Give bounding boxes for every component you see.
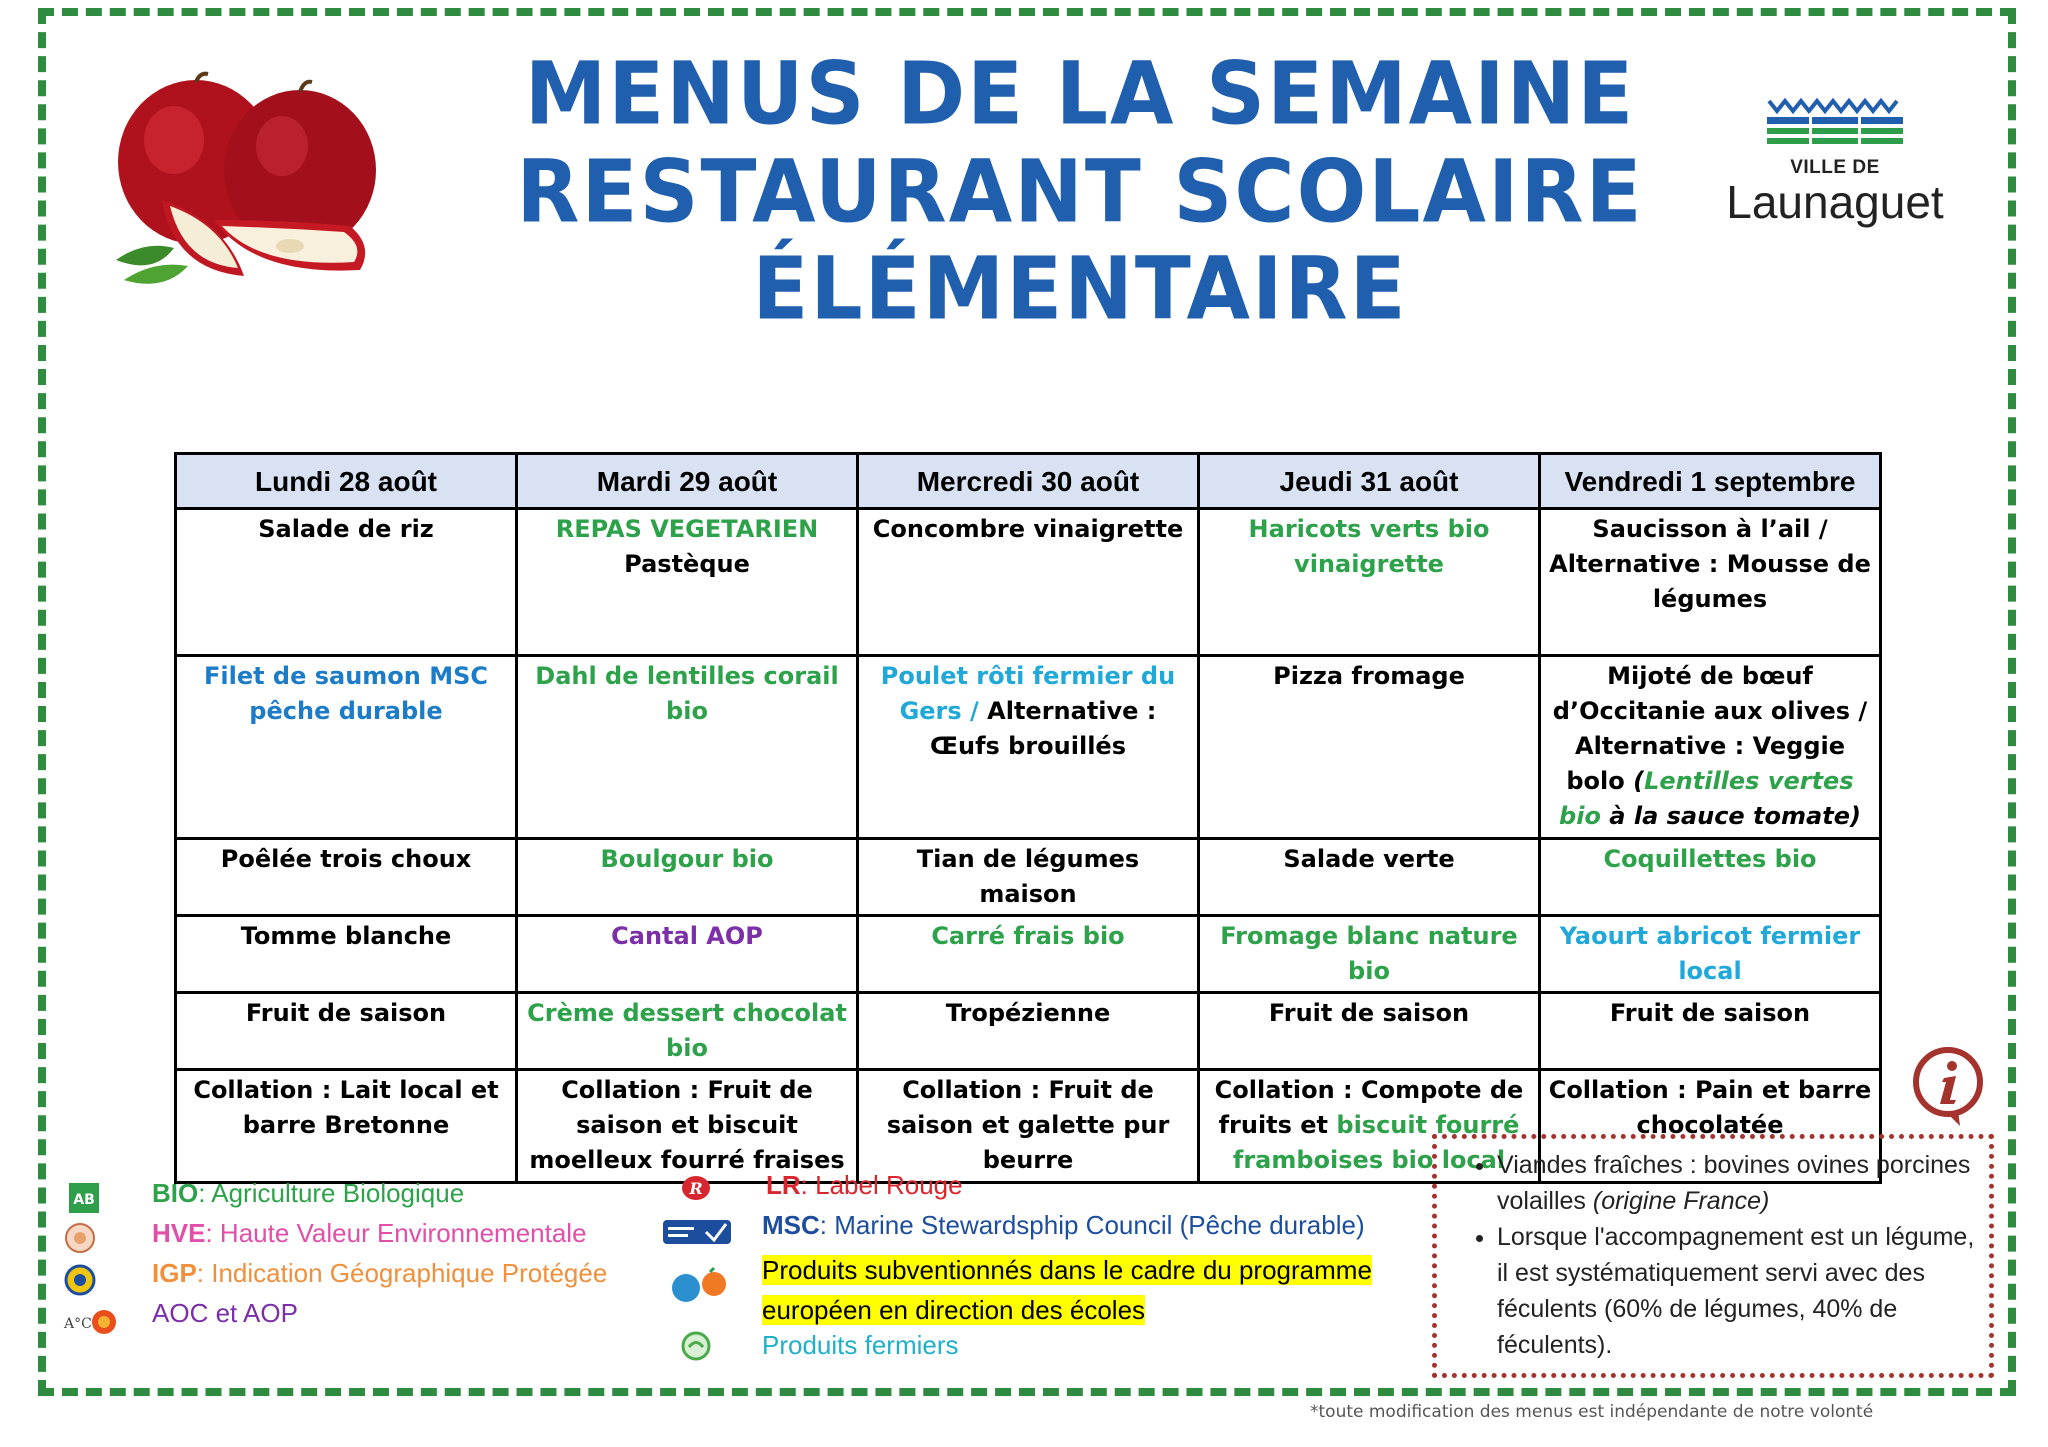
plat-thu: Pizza fromage xyxy=(1199,656,1540,839)
svg-text:AB: AB xyxy=(73,1192,95,1208)
laitage-tue: Cantal AOP xyxy=(517,916,858,993)
day-header-tue: Mardi 29 août xyxy=(517,454,858,509)
laitage-fri: Yaourt abricot fermier local xyxy=(1540,916,1881,993)
igp-icon xyxy=(64,1264,96,1296)
laitage-row xyxy=(176,916,1881,993)
day-header-thu: Jeudi 31 août xyxy=(1199,454,1540,509)
apples-image xyxy=(104,70,394,300)
svg-text:R: R xyxy=(689,1179,703,1198)
menu-table xyxy=(174,452,1882,1184)
vegetarian-label: REPAS VEGETARIEN xyxy=(555,515,819,543)
collation-mon: Collation : Lait local et barre Bretonne xyxy=(176,1070,517,1183)
entree-tue: REPAS VEGETARIEN Pastèque xyxy=(517,509,858,656)
entree-mon: Salade de riz xyxy=(176,509,517,656)
day-header-wed: Mercredi 30 août xyxy=(858,454,1199,509)
day-header-row xyxy=(176,454,1881,509)
notes-box xyxy=(1432,1134,1994,1378)
hve-icon xyxy=(64,1222,96,1254)
launaguet-logo xyxy=(1720,95,1950,245)
accompagnement-row xyxy=(176,839,1881,916)
collation-tue: Collation : Fruit de saison et biscuit moelleux fourré fraises xyxy=(517,1070,858,1183)
title-line-1: MENUS DE LA SEMAINE xyxy=(524,44,1636,145)
dessert-row xyxy=(176,993,1881,1070)
dessert-thu: Fruit de saison xyxy=(1199,993,1540,1070)
legend-lr: LR: Label Rouge xyxy=(766,1170,963,1200)
dessert-fri: Fruit de saison xyxy=(1540,993,1881,1070)
legend-bio: BIO: Agriculture Biologique xyxy=(152,1178,465,1208)
entree-row xyxy=(176,509,1881,656)
collation-thu: Collation : Compote de fruits et biscuit fourré framboises bio local xyxy=(1199,1070,1540,1183)
title-line-3: ÉLÉMENTAIRE xyxy=(752,239,1408,340)
plat-tue: Dahl de lentilles corail bio xyxy=(517,656,858,839)
info-icon xyxy=(1908,1044,1988,1130)
eu-school-scheme-icon xyxy=(664,1266,734,1306)
legend-msc: MSC: Marine Stewardsphip Council (Pêche durable) xyxy=(762,1210,1365,1240)
dessert-mon: Fruit de saison xyxy=(176,993,517,1070)
collation-wed: Collation : Fruit de saison et galette pur beurre xyxy=(858,1070,1199,1183)
accompagnement-thu: Salade verte xyxy=(1199,839,1540,916)
plat-fri: Mijoté de bœuf d’Occitanie aux olives / Alternative : Veggie bolo (Lentilles vertes bio à la sauce tomate) xyxy=(1540,656,1881,839)
plat-row xyxy=(176,656,1881,839)
svg-text:A°C: A°C xyxy=(64,1316,92,1332)
day-header-mon: Lundi 28 août xyxy=(176,454,517,509)
title-line-2: RESTAURANT SCOLAIRE xyxy=(516,142,1644,242)
entree-wed: Concombre vinaigrette xyxy=(858,509,1199,656)
legend-igp: IGP: Indication Géographique Protégée xyxy=(152,1258,608,1288)
note-viandes: • Viandes fraîches : bovines ovines porcines volailles (origine France) xyxy=(1497,1147,1989,1219)
ab-bio-icon xyxy=(68,1182,100,1214)
msc-icon xyxy=(662,1216,732,1248)
legend-subventionnes: Produits subventionnés dans le cadre du programme européen en direction des écoles xyxy=(762,1255,1372,1325)
dessert-tue: Crème dessert chocolat bio xyxy=(517,993,858,1070)
footer-disclaimer: *toute modification des menus est indépendante de notre volonté xyxy=(1310,1402,1874,1422)
laitage-mon: Tomme blanche xyxy=(176,916,517,993)
city-crest-icon xyxy=(1765,95,1905,151)
laitage-wed: Carré frais bio xyxy=(858,916,1199,993)
entree-fri: Saucisson à l’ail / Alternative : Mousse de légumes xyxy=(1540,509,1881,656)
accompagnement-fri: Coquillettes bio xyxy=(1540,839,1881,916)
produits-fermiers-icon xyxy=(680,1330,712,1362)
legend-hve: HVE: Haute Valeur Environnementale xyxy=(152,1218,587,1248)
logo-small-text: VILLE DE xyxy=(1790,157,1880,178)
plat-wed: Poulet rôti fermier du Gers / Alternative : Œufs brouillés xyxy=(858,656,1199,839)
day-header-fri: Vendredi 1 septembre xyxy=(1540,454,1881,509)
entree-thu: Haricots verts bio vinaigrette xyxy=(1199,509,1540,656)
note-accompagnement: • Lorsque l'accompagnement est un légume, il est systématiquement servi avec des féculents (60% de légumes, 40% de féculents). xyxy=(1497,1219,1989,1363)
plat-mon: Filet de saumon MSC pêche durable xyxy=(176,656,517,839)
logo-city-name: Launaguet xyxy=(1726,176,1944,228)
aoc-aop-icon xyxy=(62,1306,118,1338)
dessert-wed: Tropézienne xyxy=(858,993,1199,1070)
collation-fri: Collation : Pain et barre chocolatée xyxy=(1540,1070,1881,1183)
accompagnement-mon: Poêlée trois choux xyxy=(176,839,517,916)
legend-fermiers: Produits fermiers xyxy=(762,1330,959,1360)
laitage-thu: Fromage blanc nature bio xyxy=(1199,916,1540,993)
legend-aoc: AOC et AOP xyxy=(152,1298,298,1328)
label-rouge-icon xyxy=(680,1172,712,1204)
accompagnement-wed: Tian de légumes maison xyxy=(858,839,1199,916)
accompagnement-tue: Boulgour bio xyxy=(517,839,858,916)
title-block xyxy=(440,46,1720,339)
